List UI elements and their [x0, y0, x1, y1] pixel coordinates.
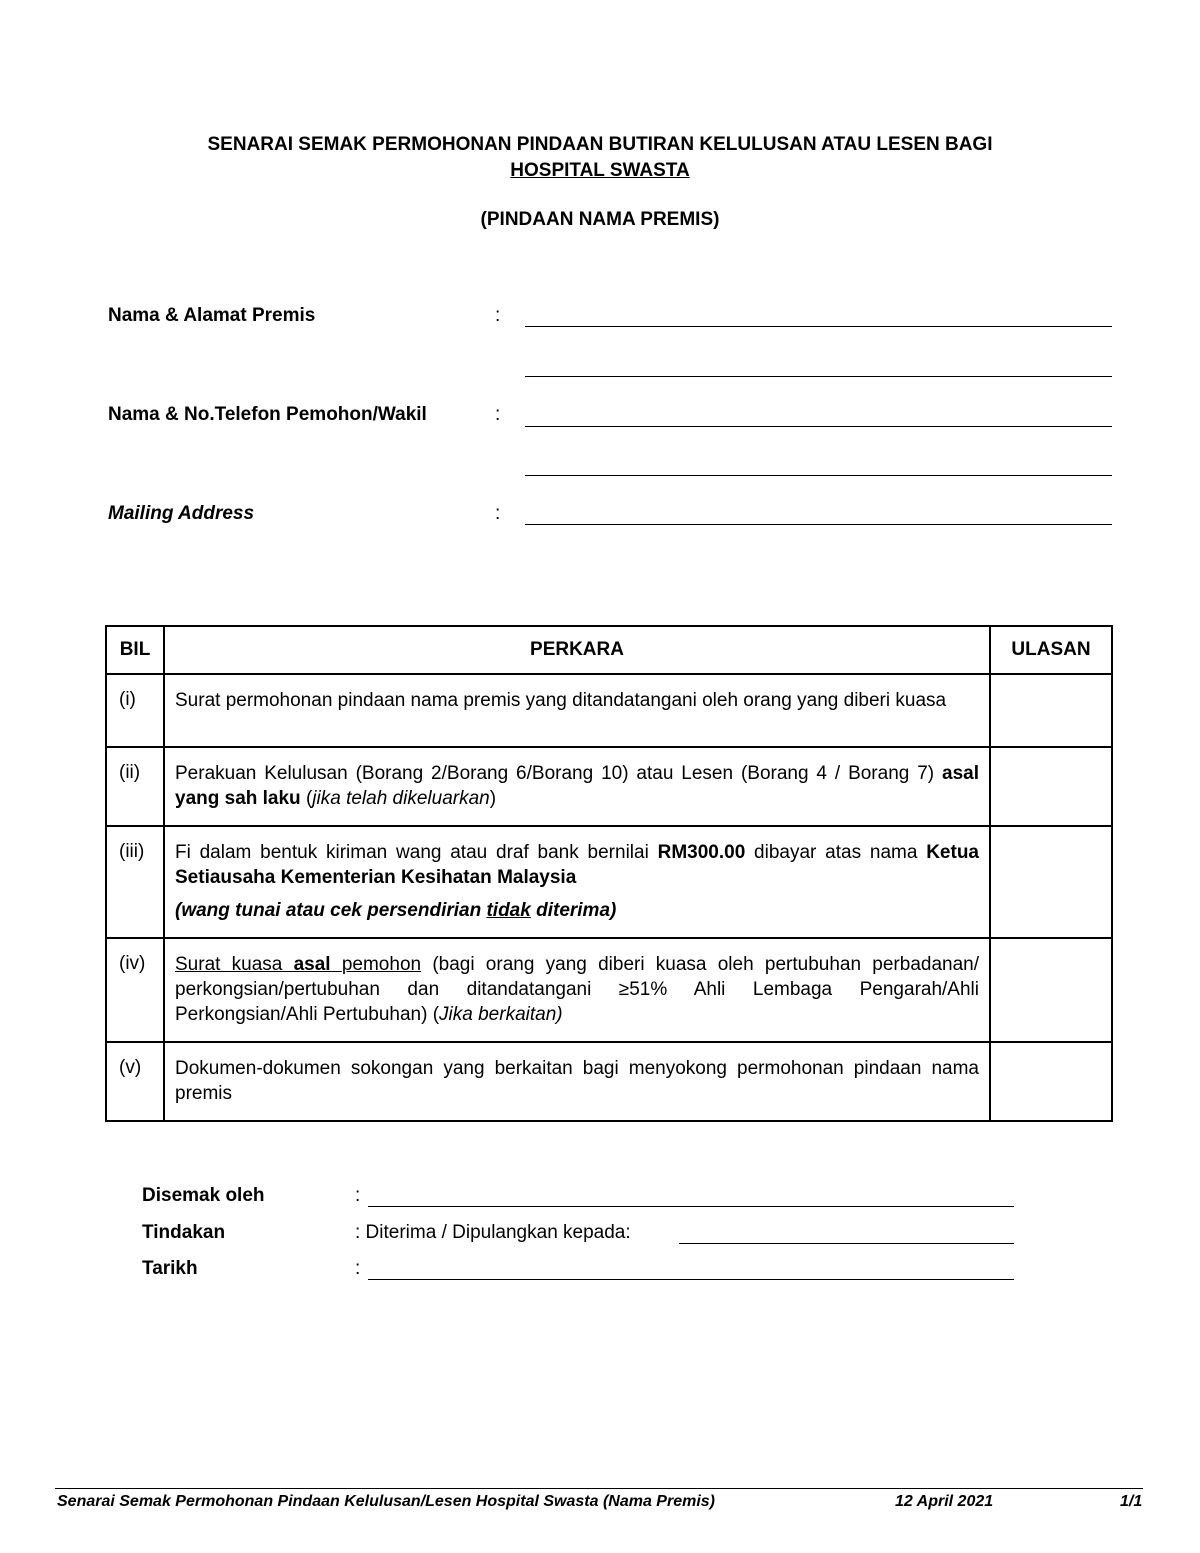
- document-title: SENARAI SEMAK PERMOHONAN PINDAAN BUTIRAN KELULUSAN ATAU LESEN BAGI: [207, 134, 993, 155]
- note-emphasis: tidak: [486, 900, 531, 921]
- perkara-cell: Dokumen-dokumen sokongan yang berkaitan bagi menyokong permohonan pindaan nama premis: [164, 1042, 990, 1121]
- footer-date: 12 April 2021: [895, 1493, 994, 1510]
- bil-cell: (i): [106, 674, 164, 747]
- pemohon-colon: :: [495, 404, 501, 425]
- note-text: diterima): [530, 900, 617, 921]
- disemak-field-line[interactable]: [368, 1206, 1014, 1207]
- perkara-cell: [164, 826, 990, 938]
- table-row: [106, 674, 1112, 747]
- perkara-text: Perakuan Kelulusan (Borang 2/Borang 6/Borang 10) atau Lesen (Borang 4 / Borang 7): [175, 763, 943, 784]
- perkara-note: Jika berkaitan): [439, 1004, 563, 1025]
- header-ulasan: ULASAN: [990, 626, 1112, 674]
- footer-page-number: 1/1: [1120, 1493, 1143, 1510]
- perkara-text: pemohon: [341, 954, 422, 975]
- perkara-text: Fi dalam bentuk kiriman wang atau draf bank bernilai: [175, 842, 658, 863]
- perkara-paragraph: [175, 840, 979, 890]
- ulasan-cell[interactable]: [990, 1042, 1112, 1121]
- document-subtitle: (PINDAAN NAMA PREMIS): [480, 209, 720, 230]
- pemohon-field-line-1[interactable]: [525, 426, 1112, 427]
- perkara-text: (bagi orang yang diberi kuasa oleh pertubuhan perbadanan/ perkongsian/pertubuhan dan ditandatangani ≥51% Ahli Lembaga Pengarah/Ahli Perkongsian/Ahli Pertubuhan) (: [175, 954, 979, 1025]
- tindakan-field-line[interactable]: [679, 1243, 1014, 1244]
- perkara-text: Surat kuasa: [175, 954, 283, 975]
- table-row: [106, 1042, 1112, 1121]
- mailing-address-label: Mailing Address: [108, 503, 255, 524]
- perkara-emphasis: asal: [293, 954, 331, 975]
- header-perkara: PERKARA: [164, 626, 990, 674]
- disemak-colon: :: [355, 1185, 361, 1206]
- premis-label: Nama & Alamat Premis: [108, 305, 316, 326]
- perkara-cell: Surat permohonan pindaan nama premis yang ditandatangani oleh orang yang diberi kuasa: [164, 674, 990, 747]
- pemohon-field-line-2[interactable]: [525, 475, 1112, 476]
- premis-field-line-2[interactable]: [525, 376, 1112, 377]
- header-bil: BIL: [106, 626, 164, 674]
- perkara-text: (: [300, 788, 313, 809]
- tindakan-text: : Diterima / Dipulangkan kepada:: [355, 1222, 631, 1243]
- note-text: (wang tunai atau cek persendirian: [175, 900, 487, 921]
- bil-cell: (v): [106, 1042, 164, 1121]
- tarikh-field-line[interactable]: [368, 1279, 1014, 1280]
- premis-field-line-1[interactable]: [525, 326, 1112, 327]
- tarikh-colon: :: [355, 1258, 361, 1279]
- perkara-cell: [164, 938, 990, 1042]
- bil-cell: (iii): [106, 826, 164, 938]
- table-row: [106, 747, 1112, 826]
- checklist-table: [105, 625, 1113, 1122]
- tindakan-label: Tindakan: [142, 1222, 226, 1243]
- ulasan-cell[interactable]: [990, 747, 1112, 826]
- footer-divider: [55, 1488, 1143, 1489]
- perkara-text: ): [489, 788, 497, 809]
- table-header-row: [106, 626, 1112, 674]
- bil-cell: (ii): [106, 747, 164, 826]
- mailing-address-field-line[interactable]: [525, 524, 1112, 525]
- ulasan-cell[interactable]: [990, 826, 1112, 938]
- ulasan-cell[interactable]: [990, 938, 1112, 1042]
- disemak-label: Disemak oleh: [142, 1185, 265, 1206]
- payee-name: Ketua Setiausaha Kementerian Kesihatan Malaysia: [175, 842, 979, 888]
- perkara-underlined: [175, 954, 421, 975]
- perkara-emphasis: asal yang sah laku: [175, 763, 979, 809]
- pemohon-label: Nama & No.Telefon Pemohon/Wakil: [108, 404, 427, 425]
- premis-colon: :: [495, 305, 501, 326]
- perkara-cell: [164, 747, 990, 826]
- document-title-line2: HOSPITAL SWASTA: [510, 160, 690, 181]
- ulasan-cell[interactable]: [990, 674, 1112, 747]
- mailing-address-colon: :: [495, 503, 501, 524]
- perkara-note: [175, 898, 979, 923]
- table-row: [106, 938, 1112, 1042]
- fee-amount: RM300.00: [657, 842, 746, 863]
- bil-cell: (iv): [106, 938, 164, 1042]
- perkara-note: jika telah dikeluarkan: [312, 788, 490, 809]
- perkara-text: dibayar atas nama: [745, 842, 927, 863]
- footer-title: Senarai Semak Permohonan Pindaan Kelulusan/Lesen Hospital Swasta (Nama Premis): [57, 1493, 715, 1510]
- table-row: [106, 826, 1112, 938]
- tarikh-label: Tarikh: [142, 1258, 198, 1279]
